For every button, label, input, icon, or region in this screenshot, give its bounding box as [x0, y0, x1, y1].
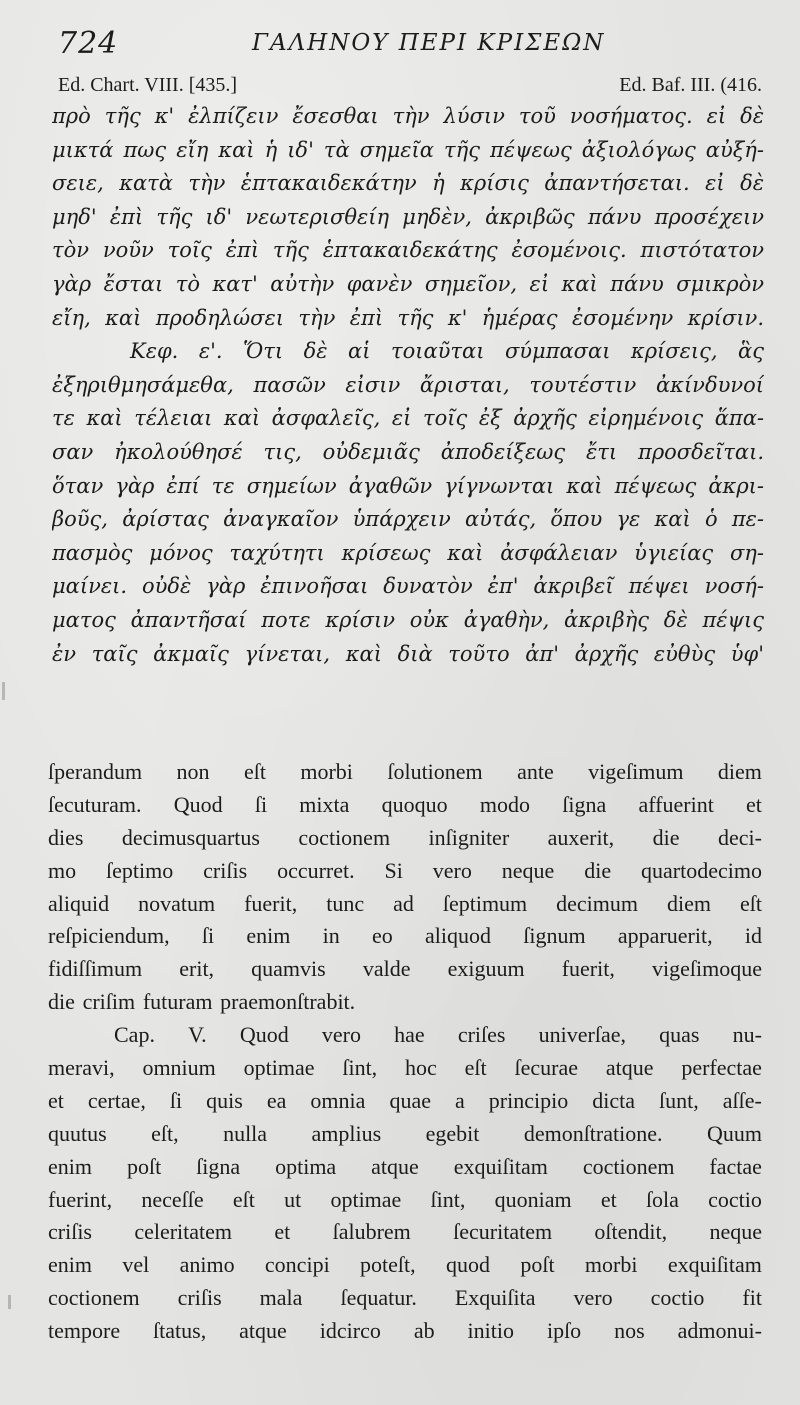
latin-word: poteſt,: [360, 1252, 416, 1278]
latin-word: morbi: [300, 759, 353, 784]
latin-word: ut: [284, 1186, 302, 1212]
latin-word: vigeſimum: [588, 759, 684, 784]
latin-word: quoquo: [381, 791, 448, 817]
greek-line: βοῦς, ἀρίστας ἀναγκαῖον ὑπάρχειν αὐτάς, ὅπου γε καὶ ὁ πε-: [52, 507, 764, 532]
latin-word: exquiſitam: [453, 1153, 548, 1179]
latin-word: deci-: [717, 824, 762, 850]
latin-word: affuerint: [638, 791, 714, 817]
latin-word: ſigna: [562, 791, 607, 817]
latin-word: eo: [372, 923, 393, 949]
latin-word: atque: [605, 1055, 654, 1081]
latin-word: vero: [321, 1022, 361, 1048]
greek-line: πασμὸς μόνος ταχύτητι κρίσεως καὶ ἀσφάλειαν ὑγιείας ση-: [52, 540, 764, 565]
greek-line: Κεφ. ε'. Ὅτι δὲ αἱ τοιαῦται σύμπασαι κρίσεις, ἃς: [130, 339, 764, 364]
latin-word: ſecurae: [514, 1055, 578, 1081]
latin-word: ſunt,: [659, 1087, 699, 1113]
latin-word: eſt,: [151, 1120, 179, 1146]
latin-word: ſolutionem: [387, 759, 483, 784]
latin-word: enim: [48, 1153, 92, 1179]
latin-word: ſint,: [430, 1186, 466, 1212]
latin-word: erit,: [179, 956, 215, 982]
latin-word: quis: [206, 1087, 243, 1113]
greek-line: μικτά πως εἴη καὶ ἡ ιδ' τὰ σημεῖα τῆς πέψεως ἀξιολόγως αὐξή-: [52, 137, 764, 162]
latin-word: eſt: [740, 890, 762, 916]
latin-word: diem: [667, 890, 712, 916]
latin-line: [48, 1216, 762, 1249]
running-title: ΓΑΛΗΝΟΥ ΠΕΡΙ ΚΡΙΣΕΩΝ: [252, 30, 606, 56]
greek-line: ὅταν γὰρ ἐπί τε σημείων ἀγαθῶν γίγνωνται καὶ πέψεως ἀκρι-: [52, 473, 764, 498]
latin-word: decimusquartus: [121, 824, 260, 850]
latin-line: [48, 1315, 762, 1348]
latin-word: criſes: [457, 1022, 506, 1048]
latin-word: poſt: [520, 1252, 555, 1278]
latin-line: [48, 1052, 762, 1085]
latin-word: aſſe-: [722, 1087, 762, 1113]
latin-word: nos: [614, 1318, 645, 1344]
latin-word: eſt: [464, 1055, 487, 1081]
greek-line: πρὸ τῆς κ' ἐλπίζειν ἔσεσθαι τὴν λύσιν τοῦ νοσήματος. εἰ δὲ: [52, 104, 764, 128]
latin-word: vero: [432, 857, 472, 883]
latin-word: oſtendit,: [594, 1219, 668, 1245]
latin-word: valde: [362, 956, 411, 982]
greek-line: τὸν νοῦν τοῖς ἐπὶ τῆς ἑπτακαιδεκάτης ἐσομένοις. πιστότατον: [52, 238, 764, 263]
latin-word: modo: [479, 791, 530, 817]
latin-word: admonui-: [677, 1318, 762, 1344]
latin-line: [48, 1184, 762, 1217]
latin-word: et: [274, 1219, 291, 1245]
latin-word: initio: [467, 1318, 514, 1344]
latin-word: die: [652, 824, 680, 850]
latin-line: [48, 1085, 762, 1118]
latin-line: [48, 920, 762, 953]
latin-word: inſigniter: [428, 824, 510, 850]
latin-word: ſigna: [196, 1153, 241, 1179]
latin-word: quartodecimo: [641, 857, 762, 883]
edition-reference-left: Ed. Chart. VIII. [435.]: [58, 74, 238, 96]
edition-references: [58, 74, 762, 102]
latin-word: neque: [709, 1219, 762, 1245]
page-number: 724: [58, 26, 119, 61]
latin-word: mala: [259, 1285, 303, 1311]
latin-word: quod: [445, 1252, 490, 1278]
greek-line: σαν ἠκολούθησέ τις, οὐδεμιᾶς ἀποδείξεως ἔτι προσδεῖται.: [52, 439, 764, 464]
latin-word: omnium: [142, 1055, 216, 1081]
latin-word: meravi,: [48, 1055, 115, 1081]
latin-word: die: [48, 989, 75, 1015]
latin-word: fuerint,: [48, 1186, 113, 1212]
latin-word: ſecuturam.: [48, 791, 142, 817]
latin-word: quae: [389, 1087, 431, 1113]
latin-word: coctionem: [298, 824, 391, 850]
latin-word: morbi: [584, 1252, 638, 1278]
greek-line: ἐν ταῖς ἀκμαῖς γίνεται, καὶ διὰ τοῦτο ἀπ' ἀρχῆς εὐθὺς ὑφ': [52, 641, 764, 666]
latin-word: eſt: [232, 1186, 255, 1212]
latin-word: principio: [488, 1087, 569, 1113]
latin-word: id: [744, 923, 762, 949]
greek-line: τε καὶ τέλειαι καὶ ἀσφαλεῖς, εἰ τοῖς ἐξ ἀρχῆς εἰρημένοις ἅπα-: [52, 406, 764, 431]
latin-word: futuram: [142, 989, 213, 1015]
latin-word: quutus: [48, 1120, 107, 1146]
latin-line: [48, 1282, 762, 1315]
latin-word: quas: [659, 1022, 700, 1048]
latin-word: Quod: [173, 791, 223, 817]
latin-word: omnia: [310, 1087, 366, 1113]
latin-word: animo: [179, 1252, 235, 1278]
latin-word: hoc: [405, 1055, 437, 1081]
latin-word: et: [600, 1186, 617, 1212]
latin-word: aliquid: [48, 890, 110, 916]
scan-mark: [2, 682, 5, 700]
latin-word: nulla: [223, 1120, 268, 1146]
latin-word: Quum: [706, 1120, 762, 1146]
latin-word: tunc: [326, 890, 365, 916]
latin-word: ſequatur.: [340, 1285, 417, 1311]
latin-word: et: [48, 1087, 64, 1113]
latin-word: criſis: [177, 1285, 222, 1311]
latin-word: Si: [384, 857, 403, 883]
latin-word: aliquod: [425, 923, 492, 949]
latin-line: [48, 986, 762, 1019]
latin-word: apparuerit,: [617, 923, 713, 949]
latin-word: coctio: [650, 1285, 705, 1311]
latin-word: occurret.: [277, 857, 355, 883]
latin-word: ſalubrem: [332, 1219, 411, 1245]
latin-word: diem: [717, 759, 762, 784]
latin-word: fuerit,: [561, 956, 615, 982]
latin-line: [48, 756, 762, 789]
latin-line: [48, 1118, 762, 1151]
greek-line: γὰρ ἔσται τὸ κατ' αὐτὴν φανὲν σημεῖον, εἰ καὶ πάνυ σμικρὸν: [52, 271, 764, 296]
latin-word: perfectae: [681, 1055, 762, 1081]
latin-word: reſpiciendum,: [48, 923, 170, 949]
latin-word: optimae: [330, 1186, 402, 1212]
latin-word: in: [322, 923, 340, 949]
latin-word: tempore: [48, 1318, 121, 1344]
latin-word: ſint,: [342, 1055, 378, 1081]
latin-word: celeritatem: [134, 1219, 233, 1245]
latin-word: ſola: [645, 1186, 679, 1212]
latin-word: non: [176, 759, 210, 784]
edition-reference-right: Ed. Baf. III. (416.: [619, 74, 762, 96]
latin-text-block: [48, 756, 762, 1348]
latin-word: ante: [517, 759, 554, 784]
latin-word: decimum: [556, 890, 639, 916]
latin-line: [48, 789, 762, 822]
latin-line: [48, 822, 762, 855]
latin-word: fuerit,: [244, 890, 298, 916]
latin-word: ſecuritatem: [453, 1219, 553, 1245]
scan-mark: [8, 1295, 11, 1309]
latin-word: exquiſitam: [667, 1252, 762, 1278]
greek-text-block: [52, 100, 764, 671]
latin-word: ſi: [169, 1087, 183, 1113]
latin-word: praemonſtrabit.: [220, 989, 356, 1015]
latin-line: [48, 855, 762, 888]
latin-word: idcirco: [319, 1318, 381, 1344]
latin-word: nu-: [732, 1022, 762, 1048]
latin-word: eſt: [243, 759, 266, 784]
latin-word: vero: [573, 1285, 613, 1311]
latin-word: Quod: [239, 1022, 289, 1048]
latin-line: [48, 1249, 762, 1282]
latin-word: enim: [246, 923, 291, 949]
latin-line: [48, 888, 762, 921]
latin-word: neque: [501, 857, 555, 883]
latin-word: poſt: [126, 1153, 162, 1179]
latin-word: hae: [394, 1022, 425, 1048]
latin-word: univerſae,: [538, 1022, 626, 1048]
latin-word: et: [746, 791, 762, 817]
latin-word: neceſſe: [141, 1186, 204, 1212]
latin-word: ſi: [201, 923, 215, 949]
latin-word: exiguum: [447, 956, 525, 982]
latin-line: [48, 1151, 762, 1184]
latin-word: ſeptimum: [442, 890, 528, 916]
greek-line: ματος ἀπαντῆσαί ποτε κρίσιν οὐκ ἀγαθὴν, ἀκριβὴς δὲ πέψις: [52, 607, 764, 632]
latin-word: a: [454, 1087, 465, 1113]
latin-word: atque: [239, 1318, 287, 1344]
latin-word: ab: [413, 1318, 435, 1344]
latin-word: coctio: [708, 1186, 762, 1212]
latin-word: fidiſſimum: [48, 956, 143, 982]
latin-word: V.: [188, 1022, 207, 1048]
latin-word: dicta: [592, 1087, 635, 1113]
latin-word: mixta: [299, 791, 350, 817]
latin-word: coctionem: [48, 1285, 140, 1311]
latin-word: optima: [275, 1153, 337, 1179]
latin-word: ipſo: [546, 1318, 582, 1344]
latin-word: factae: [709, 1153, 762, 1179]
latin-word: ſperandum: [48, 759, 143, 784]
latin-word: optimae: [243, 1055, 315, 1081]
latin-word: enim: [48, 1252, 92, 1278]
latin-word: quoniam: [494, 1186, 572, 1212]
latin-word: egebit: [425, 1120, 480, 1146]
latin-word: Exquiſita: [454, 1285, 536, 1311]
latin-word: quamvis: [251, 956, 326, 982]
latin-word: criſim: [82, 989, 136, 1015]
page-header: [58, 26, 760, 66]
latin-word: die: [584, 857, 612, 883]
latin-word: coctionem: [582, 1153, 675, 1179]
latin-word: Cap.: [114, 1022, 155, 1048]
latin-word: ad: [393, 890, 414, 916]
latin-word: novatum: [138, 890, 216, 916]
latin-word: demonſtratione.: [523, 1120, 663, 1146]
latin-word: concipi: [264, 1252, 330, 1278]
greek-line: μαίνει. οὐδὲ γὰρ ἐπινοῆσαι δυνατὸν ἐπ' ἀκριβεῖ πέψει νοσή-: [52, 574, 764, 599]
latin-word: dies: [48, 824, 84, 850]
latin-word: ea: [266, 1087, 287, 1113]
latin-word: amplius: [311, 1120, 382, 1146]
greek-line: σειε, κατὰ τὴν ἑπτακαιδεκάτην ἡ κρίσις ἀπαντήσεται. εἰ δὲ: [52, 171, 764, 196]
latin-word: criſis: [48, 1219, 92, 1245]
latin-word: ſtatus,: [153, 1318, 207, 1344]
latin-word: ſignum: [523, 923, 586, 949]
latin-word: fit: [742, 1285, 762, 1311]
latin-word: vel: [122, 1252, 150, 1278]
latin-word: vigeſimoque: [651, 956, 762, 982]
latin-word: certae,: [87, 1087, 146, 1113]
greek-line: μηδ' ἐπὶ τῆς ιδ' νεωτερισθείη μηδὲν, ἀκριβῶς πάνυ προσέχειν: [52, 204, 764, 229]
latin-line: [48, 1019, 762, 1052]
latin-word: auxerit,: [547, 824, 615, 850]
latin-word: mo: [48, 857, 77, 883]
greek-line: εἴη, καὶ προδηλώσει τὴν ἐπὶ τῆς κ' ἡμέρας ἐσομένην κρίσιν.: [52, 305, 764, 330]
latin-word: atque: [371, 1153, 419, 1179]
latin-word: criſis: [203, 857, 248, 883]
latin-word: ſeptimo: [106, 857, 174, 883]
greek-line: ἐξηριθμησάμεθα, πασῶν εἰσιν ἄρισται, τουτέστιν ἀκίνδυνοί: [52, 372, 764, 397]
latin-line: [48, 953, 762, 986]
latin-word: ſi: [254, 791, 268, 817]
